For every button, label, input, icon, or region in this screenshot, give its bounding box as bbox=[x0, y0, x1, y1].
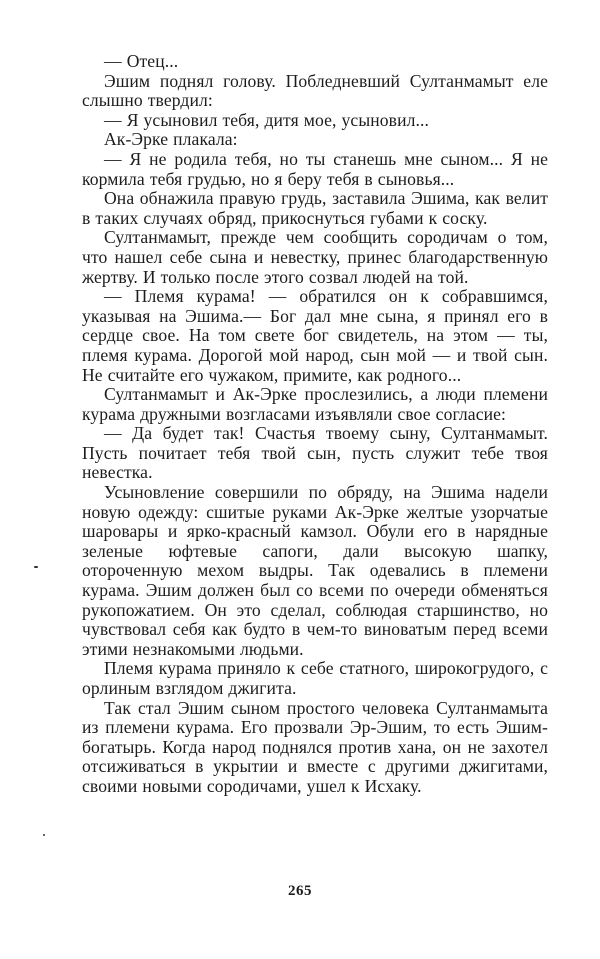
paragraph-3: — Я усыновил тебя, дитя мое, усыновил... bbox=[104, 109, 429, 130]
paragraph-4: Ак-Эрке плакала: bbox=[104, 129, 238, 150]
paragraph-6: Она обнажила правую грудь, заставила Эшима, как велит в таких случаях обряд, прикоснуться губами к соску. bbox=[82, 188, 548, 228]
paragraph-13: Так стал Эшим сыном простого человека Султанмамыта из племени курама. Его прозвали Эр-Эшим, то есть Эшим-богатырь. Когда народ поднялся против хана, он не захотел отсиживаться в укрытии и вместе с другими джигитами, своими новыми сородичами, ушел к Исхаку. bbox=[82, 697, 548, 796]
paragraph-10: — Да будет так! Счастья твоему сыну, Султанмамыт. Пусть почитает тебя твой сын, пусть служит тебе твоя невестка. bbox=[82, 423, 548, 483]
scan-speck-mark bbox=[43, 834, 45, 836]
body-text bbox=[82, 52, 548, 797]
paragraph-5: — Я не родила тебя, но ты станешь мне сыном... Я не кормила тебя грудью, но я беру тебя в сыновья... bbox=[82, 148, 548, 189]
paragraph-7: Султанмамыт, прежде чем сообщить сородичам о том, что нашел себе сына и невестку, принес благодарственную жертву. И только после этого созвал людей на той. bbox=[82, 227, 548, 287]
scan-speck-mark bbox=[34, 566, 38, 568]
paragraph-9: Султанмамыт и Ак-Эрке прослезились, а люди племени курама дружными возгласами изъявляли свое согласие: bbox=[82, 384, 548, 424]
paragraph-8: — Племя курама! — обратился он к собравшимся, указывая на Эшима.— Бог дал мне сына, я принял его в сердце свое. На том свете бог свидетель, на этом — ты, племя курама. Дорогой мой народ, сын мой — и твой сын. Не считайте его чужаком, примите, как родного... bbox=[82, 286, 548, 385]
paragraph-11: Усыновление совершили по обряду, на Эшима надели новую одежду: сшитые руками Ак-Эрке желтые узорчатые шаровары и ярко-красный камзол. Обули его в нарядные зеленые юфтевые сапоги, дали высокую шапку, отороченную мехом выдры. Так одевались в племени курама. Эшим должен был со всеми по очереди обменяться рукопожатием. Он это сделал, соблюдая старшинство, но чувствовал себя как будто в чем-то виноватым перед всеми этими незнакомыми людьми. bbox=[82, 482, 548, 659]
page-number: 265 bbox=[288, 883, 312, 899]
paragraph-2: Эшим поднял голову. Побледневший Султанмамыт еле слышно твердил: bbox=[82, 70, 548, 111]
paragraph-12: Племя курама приняло к себе статного, широкогрудого, с орлиным взглядом джигита. bbox=[82, 658, 548, 698]
paragraph-1: — Отец... bbox=[104, 51, 179, 71]
